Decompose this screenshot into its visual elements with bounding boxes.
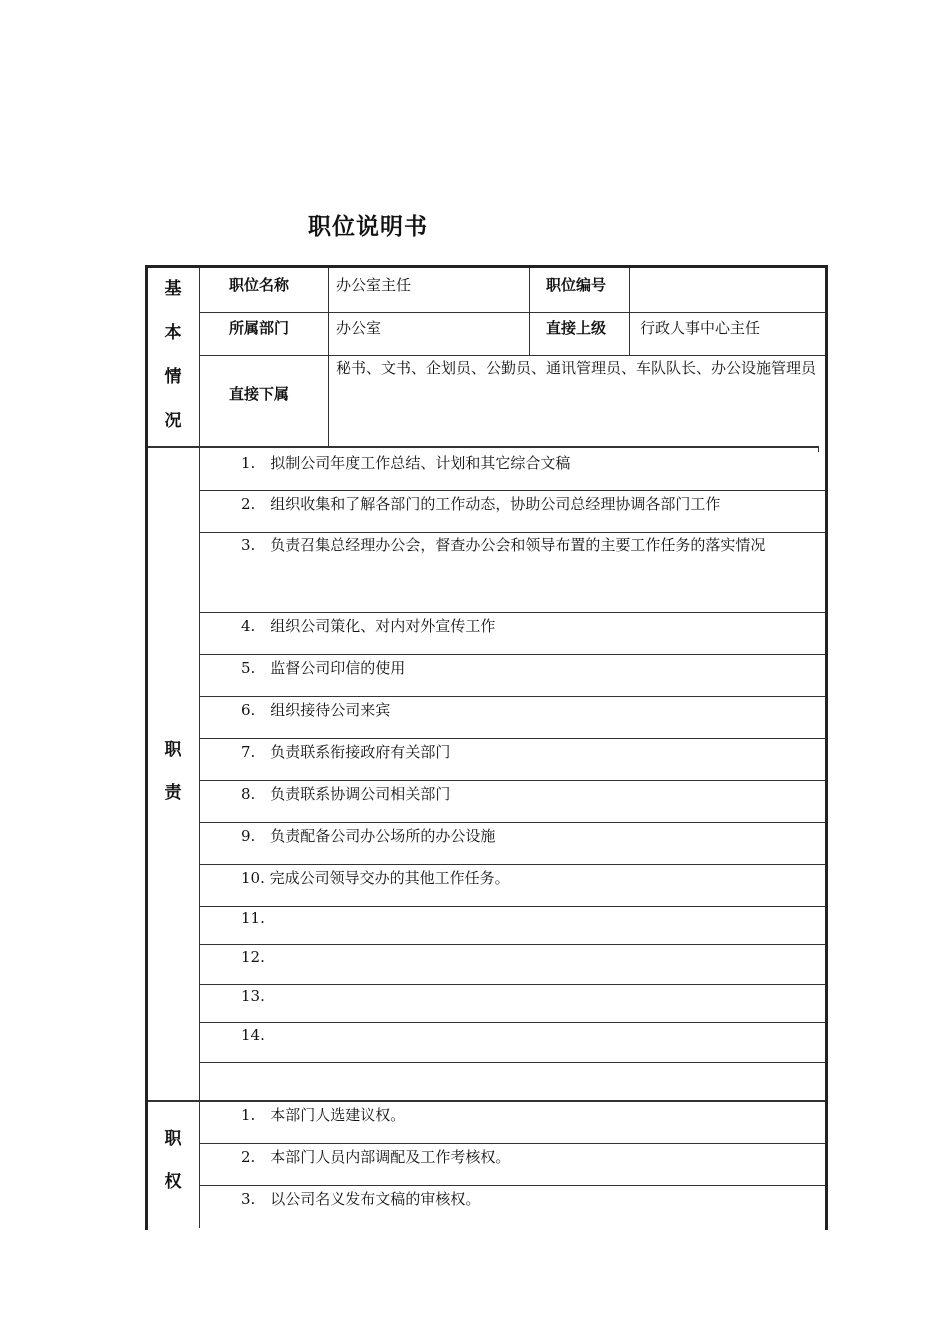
duty-item-14: 14. [241, 1026, 265, 1044]
authority-item-1: 1. 本部门人选建议权。 [241, 1106, 406, 1124]
duty-item-4: 4. 组织公司策化、对内对外宣传工作 [241, 617, 496, 635]
duty-line-4 [199, 654, 825, 655]
duty-line-11 [199, 944, 825, 945]
subordinates-value: 秘书、文书、企划员、公勤员、通讯管理员、车队队长、办公设施管理员 [336, 359, 817, 377]
authority-side-label-1: 职 [164, 1129, 182, 1149]
duty-item-5: 5. 监督公司印信的使用 [241, 659, 406, 677]
duties-side-label-2: 责 [164, 783, 182, 803]
superior-value: 行政人事中心主任 [640, 319, 761, 337]
authority-side-label-2: 权 [164, 1172, 182, 1192]
section-divider-1 [148, 446, 818, 448]
duty-line-14 [199, 1062, 825, 1063]
basic-side-label-2: 本 [164, 323, 182, 343]
duty-item-9: 9. 负责配备公司办公场所的办公设施 [241, 827, 496, 845]
position-name-value: 办公室主任 [336, 276, 412, 294]
offset-tick [818, 446, 819, 452]
left-column-divider [199, 268, 200, 1228]
duty-item-6: 6. 组织接待公司来宾 [241, 701, 391, 719]
duty-item-10: 10. 完成公司领导交办的其他工作任务。 [241, 869, 510, 887]
department-value: 办公室 [336, 319, 382, 337]
duty-line-10 [199, 906, 825, 907]
duty-item-12: 12. [241, 948, 265, 966]
basic-side-label-4: 况 [164, 411, 182, 431]
duty-line-1 [199, 490, 825, 491]
basic-side-label-3: 情 [164, 367, 182, 387]
duty-line-13 [199, 1022, 825, 1023]
authority-item-2: 2. 本部门人员内部调配及工作考核权。 [241, 1148, 511, 1166]
authority-line-2 [199, 1185, 825, 1186]
duties-side-label-1: 职 [164, 740, 182, 760]
subordinates-label: 直接下属 [229, 385, 290, 403]
duty-item-3: 3. 负责召集总经理办公会，督查办公会和领导布置的主要工作任务的落实情况 [241, 536, 766, 554]
duty-line-6 [199, 738, 825, 739]
duty-item-2: 2. 组织收集和了解各部门的工作动态，协助公司总经理协调各部门工作 [241, 495, 721, 513]
authority-line-1 [199, 1143, 825, 1144]
duty-item-7: 7. 负责联系衔接政府有关部门 [241, 743, 451, 761]
duty-line-7 [199, 780, 825, 781]
duty-line-8 [199, 822, 825, 823]
duty-item-1: 1. 拟制公司年度工作总结、计划和其它综合文稿 [241, 454, 571, 472]
document-title: 职位说明书 [308, 214, 428, 240]
position-name-label: 职位名称 [229, 276, 290, 294]
duty-line-3 [199, 612, 825, 613]
duty-item-8: 8. 负责联系协调公司相关部门 [241, 785, 451, 803]
duty-line-9 [199, 864, 825, 865]
duty-item-11: 11. [241, 909, 265, 927]
basic-side-label-1: 基 [164, 279, 182, 299]
duty-line-12 [199, 984, 825, 985]
basic-row-line-1 [199, 312, 825, 313]
section-divider-2 [148, 1100, 825, 1102]
basic-label-divider [328, 268, 329, 446]
duty-item-13: 13. [241, 987, 265, 1005]
duty-line-5 [199, 696, 825, 697]
authority-item-3: 3. 以公司名义发布文稿的审核权。 [241, 1190, 481, 1208]
superior-label: 直接上级 [546, 319, 607, 337]
position-code-label: 职位编号 [546, 276, 607, 294]
department-label: 所属部门 [229, 319, 290, 337]
